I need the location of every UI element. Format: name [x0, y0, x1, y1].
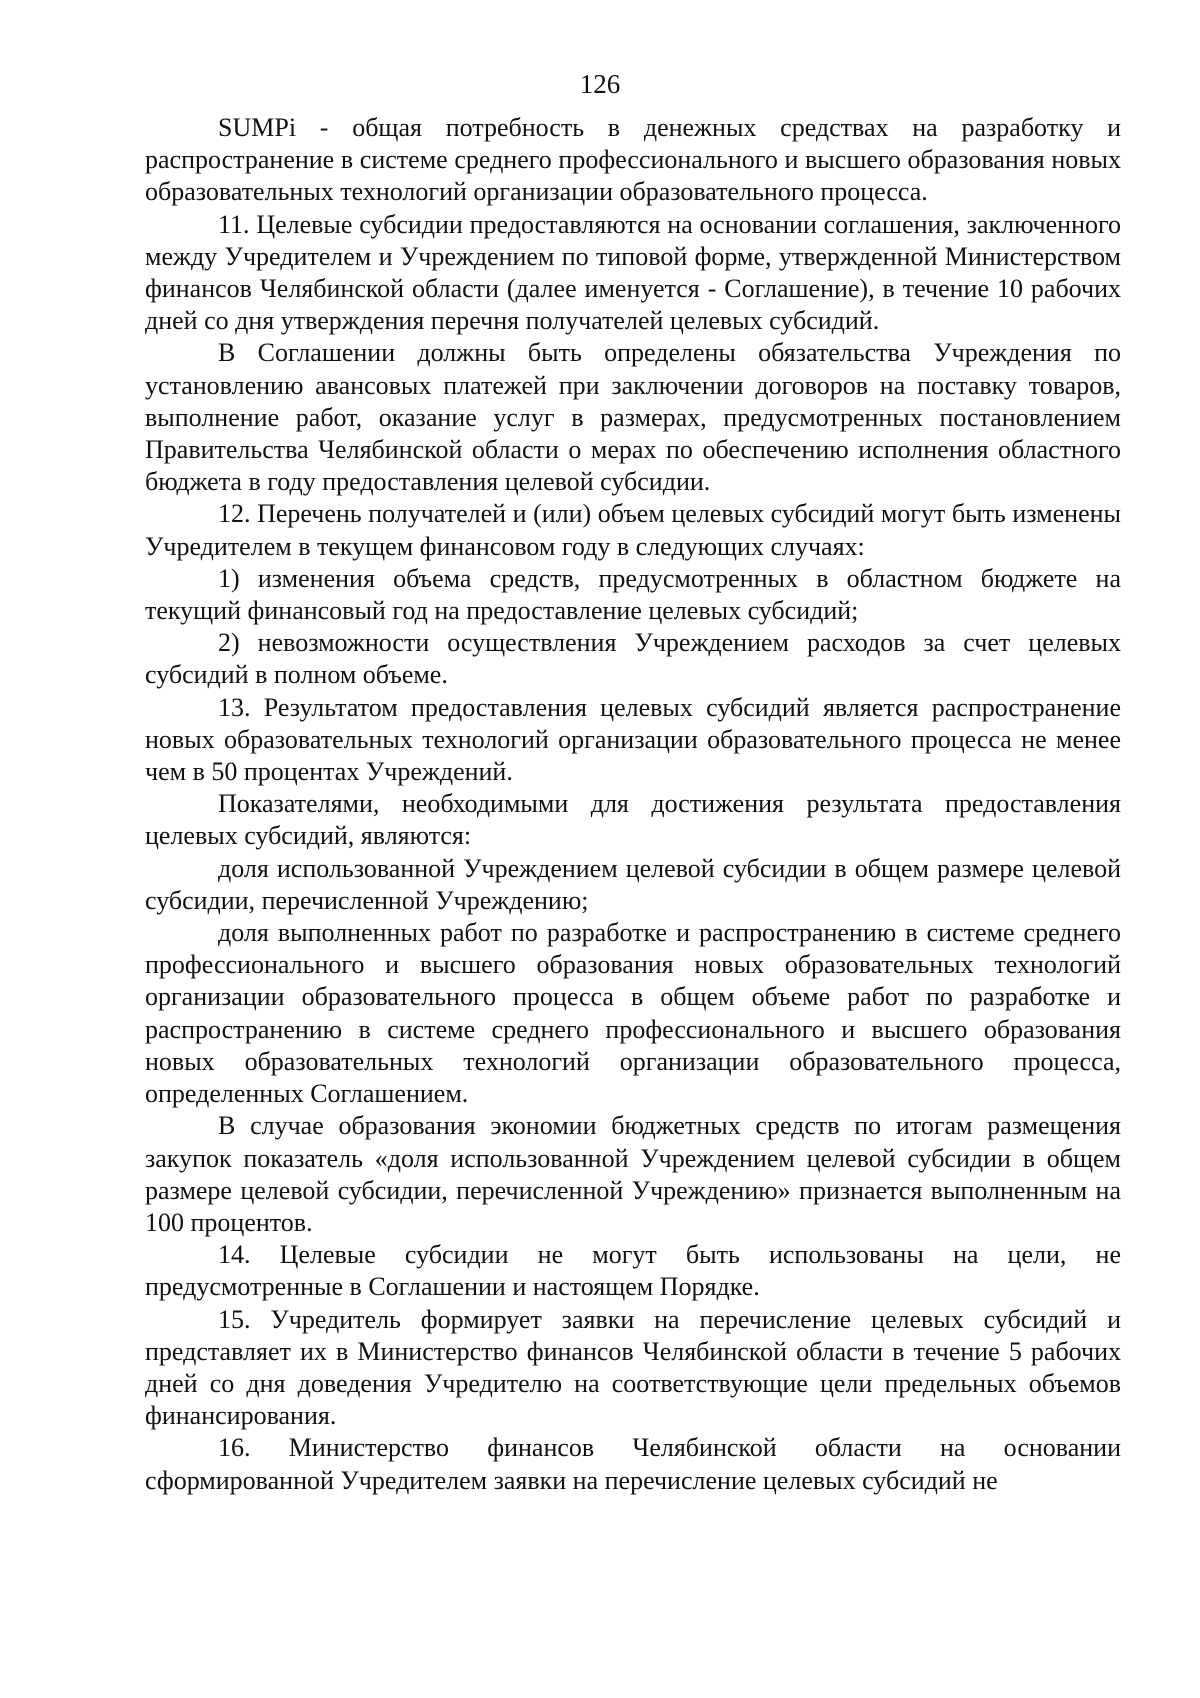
- paragraph-clause-15: 15. Учредитель формирует заявки на перечисление целевых субсидий и представляет их в Министерство финансов Челябинской области в течение 5 рабочих дней со дня доведения Учредителю на соответствующие цели предельных объемов финансирования.: [145, 1304, 1121, 1431]
- paragraph-clause-16: 16. Министерство финансов Челябинской области на основании сформированной Учредителем заявки на перечисление целевых субсидий не: [145, 1433, 1121, 1495]
- page-number: 126: [579, 69, 621, 99]
- paragraph-indicator-2: доля выполненных работ по разработке и распространению в системе среднего профессионального и высшего образования новых образовательных технологий организации образовательного процесса в общем объеме работ по разработке и распространению в системе среднего профессионального и высшего образования новых образовательных технологий организации образовательного процесса, определенных Соглашением.: [145, 918, 1121, 1109]
- paragraph-clause-12-item-2: 2) невозможности осуществления Учреждением расходов за счет целевых субсидий в полном объеме.: [145, 628, 1121, 690]
- document-body: [145, 112, 1121, 1497]
- paragraph-clause-14: 14. Целевые субсидии не могут быть использованы на цели, не предусмотренные в Соглашении и настоящем Порядке.: [145, 1240, 1121, 1302]
- paragraph-clause-13: 13. Результатом предоставления целевых субсидий является распространение новых образовательных технологий организации образовательного процесса не менее чем в 50 процентах Учреждений.: [145, 692, 1121, 787]
- paragraph-agreement-obligations: В Соглашении должны быть определены обязательства Учреждения по установлению авансовых платежей при заключении договоров на поставку товаров, выполнение работ, оказание услуг в размерах, предусмотренных постановлением Правительства Челябинской области о мерах по обеспечению исполнения областного бюджета в году предоставления целевой субсидии.: [145, 338, 1121, 497]
- paragraph-clause-12-item-1: 1) изменения объема средств, предусмотренных в областном бюджете на текущий финансовый год на предоставление целевых субсидий;: [145, 563, 1121, 626]
- paragraph-clause-11: 11. Целевые субсидии предоставляются на основании соглашения, заключенного между Учредителем и Учреждением по типовой форме, утвержденной Министерством финансов Челябинской области (далее именуется - Соглашение), в течение 10 рабочих дней со дня утверждения перечня получателей целевых субсидий.: [145, 209, 1121, 336]
- paragraph-clause-12: 12. Перечень получателей и (или) объем целевых субсидий могут быть изменены Учредителем в текущем финансовом году в следующих случаях:: [145, 499, 1121, 561]
- paragraph-indicator-1: доля использованной Учреждением целевой субсидии в общем размере целевой субсидии, перечисленной Учреждению;: [145, 853, 1121, 915]
- paragraph-sumpi-definition: SUMPi - общая потребность в денежных средствах на разработку и распространение в системе среднего профессионального и высшего образования новых образовательных технологий организации образовательного процесса.: [145, 113, 1121, 207]
- paragraph-savings-case: В случае образования экономии бюджетных средств по итогам размещения закупок показатель «доля использованной Учреждением целевой субсидии в общем размере целевой субсидии, перечисленной Учреждению» признается выполненным на 100 процентов.: [145, 1111, 1121, 1237]
- paragraph-indicators-intro: Показателями, необходимыми для достижения результата предоставления целевых субсидий, являются:: [145, 789, 1121, 851]
